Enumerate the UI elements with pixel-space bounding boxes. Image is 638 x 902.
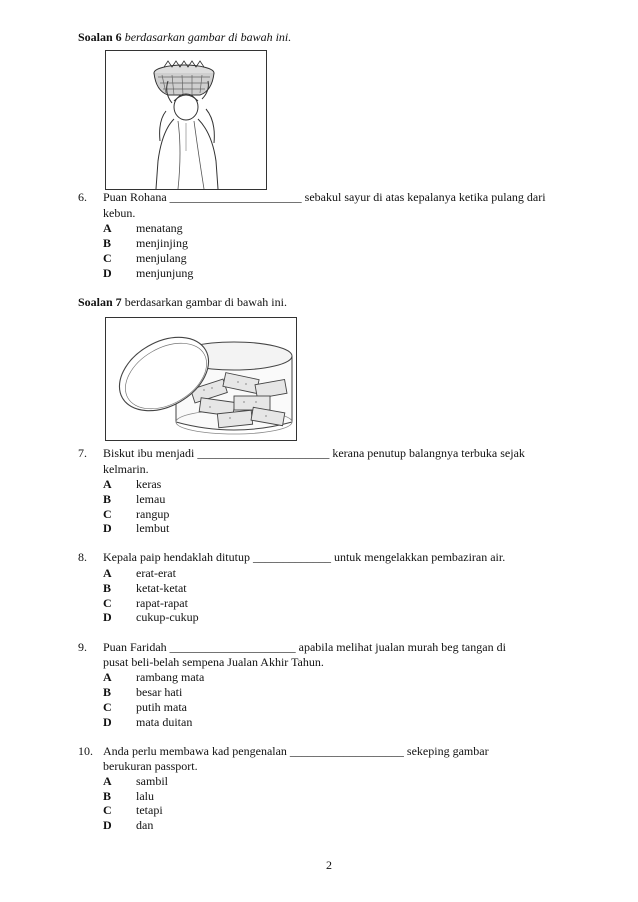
option-text[interactable]: menjunjung	[136, 266, 194, 280]
option-text[interactable]: lalu	[136, 789, 154, 803]
option-letter: A	[103, 221, 112, 235]
option-text[interactable]: cukup-cukup	[136, 610, 199, 624]
option-letter: B	[103, 789, 112, 803]
section-6-heading: Soalan 6 berdasarkan gambar di bawah ini.	[78, 30, 292, 44]
question-6-number: 6.	[78, 190, 87, 204]
option-text[interactable]: erat-erat	[136, 566, 176, 580]
option-text[interactable]: rangup	[136, 507, 170, 521]
section-7-heading: Soalan 7 berdasarkan gambar di bawah ini.	[78, 295, 287, 309]
option-letter: B	[103, 236, 112, 250]
option-text[interactable]: menjinjing	[136, 236, 188, 250]
option-letter: B	[103, 685, 112, 699]
option-letter: A	[103, 566, 112, 580]
option-text[interactable]: dan	[136, 818, 154, 832]
option-letter: A	[103, 774, 112, 788]
question-7-stem: Biskut ibu menjadi ______________________ kerana penutup balangnya terbuka sejak	[103, 446, 525, 460]
biscuit-jar-icon	[106, 318, 296, 440]
option-text[interactable]: sambil	[136, 774, 168, 788]
option-text[interactable]: lemau	[136, 492, 166, 506]
question-7-stem-cont: kelmarin.	[103, 462, 149, 476]
option-text[interactable]: putih mata	[136, 700, 187, 714]
question-8-number: 8.	[78, 550, 87, 564]
option-letter: C	[103, 596, 112, 610]
option-text[interactable]: ketat-ketat	[136, 581, 187, 595]
option-letter: C	[103, 251, 112, 265]
question-9-number: 9.	[78, 640, 87, 654]
option-text[interactable]: keras	[136, 477, 162, 491]
question-10-stem-cont: berukuran passport.	[103, 759, 198, 773]
option-letter: C	[103, 700, 112, 714]
option-letter: D	[103, 715, 112, 729]
option-text[interactable]: besar hati	[136, 685, 183, 699]
option-text[interactable]: menjulang	[136, 251, 187, 265]
option-text[interactable]: mata duitan	[136, 715, 193, 729]
option-text[interactable]: rambang mata	[136, 670, 205, 684]
option-letter: A	[103, 670, 112, 684]
option-letter: D	[103, 521, 112, 535]
option-letter: B	[103, 581, 112, 595]
option-letter: A	[103, 477, 112, 491]
option-letter: D	[103, 610, 112, 624]
question-7-number: 7.	[78, 446, 87, 460]
question-7-illustration	[105, 317, 297, 441]
question-6-stem: Puan Rohana ______________________ sebakul sayur di atas kepalanya ketika pulang dari	[103, 190, 546, 204]
option-letter: C	[103, 507, 112, 521]
option-letter: D	[103, 818, 112, 832]
page-number: 2	[326, 858, 332, 872]
option-text[interactable]: tetapi	[136, 803, 163, 817]
option-text[interactable]: rapat-rapat	[136, 596, 188, 610]
question-6-illustration	[105, 50, 267, 190]
question-8-stem: Kepala paip hendaklah ditutup _____________ untuk mengelakkan pembaziran air.	[103, 550, 506, 564]
question-9-stem: Puan Faridah _____________________ apabila melihat jualan murah beg tangan di	[103, 640, 506, 654]
question-6-stem-cont: kebun.	[103, 206, 136, 220]
option-letter: B	[103, 492, 112, 506]
question-10-stem: Anda perlu membawa kad pengenalan ___________________ sekeping gambar	[103, 744, 489, 758]
question-10-number: 10.	[78, 744, 93, 758]
option-text[interactable]: menatang	[136, 221, 183, 235]
option-letter: D	[103, 266, 112, 280]
woman-basket-icon	[106, 51, 266, 189]
option-text[interactable]: lembut	[136, 521, 170, 535]
question-9-stem-cont: pusat beli-belah sempena Jualan Akhir Tahun.	[103, 655, 324, 669]
option-letter: C	[103, 803, 112, 817]
